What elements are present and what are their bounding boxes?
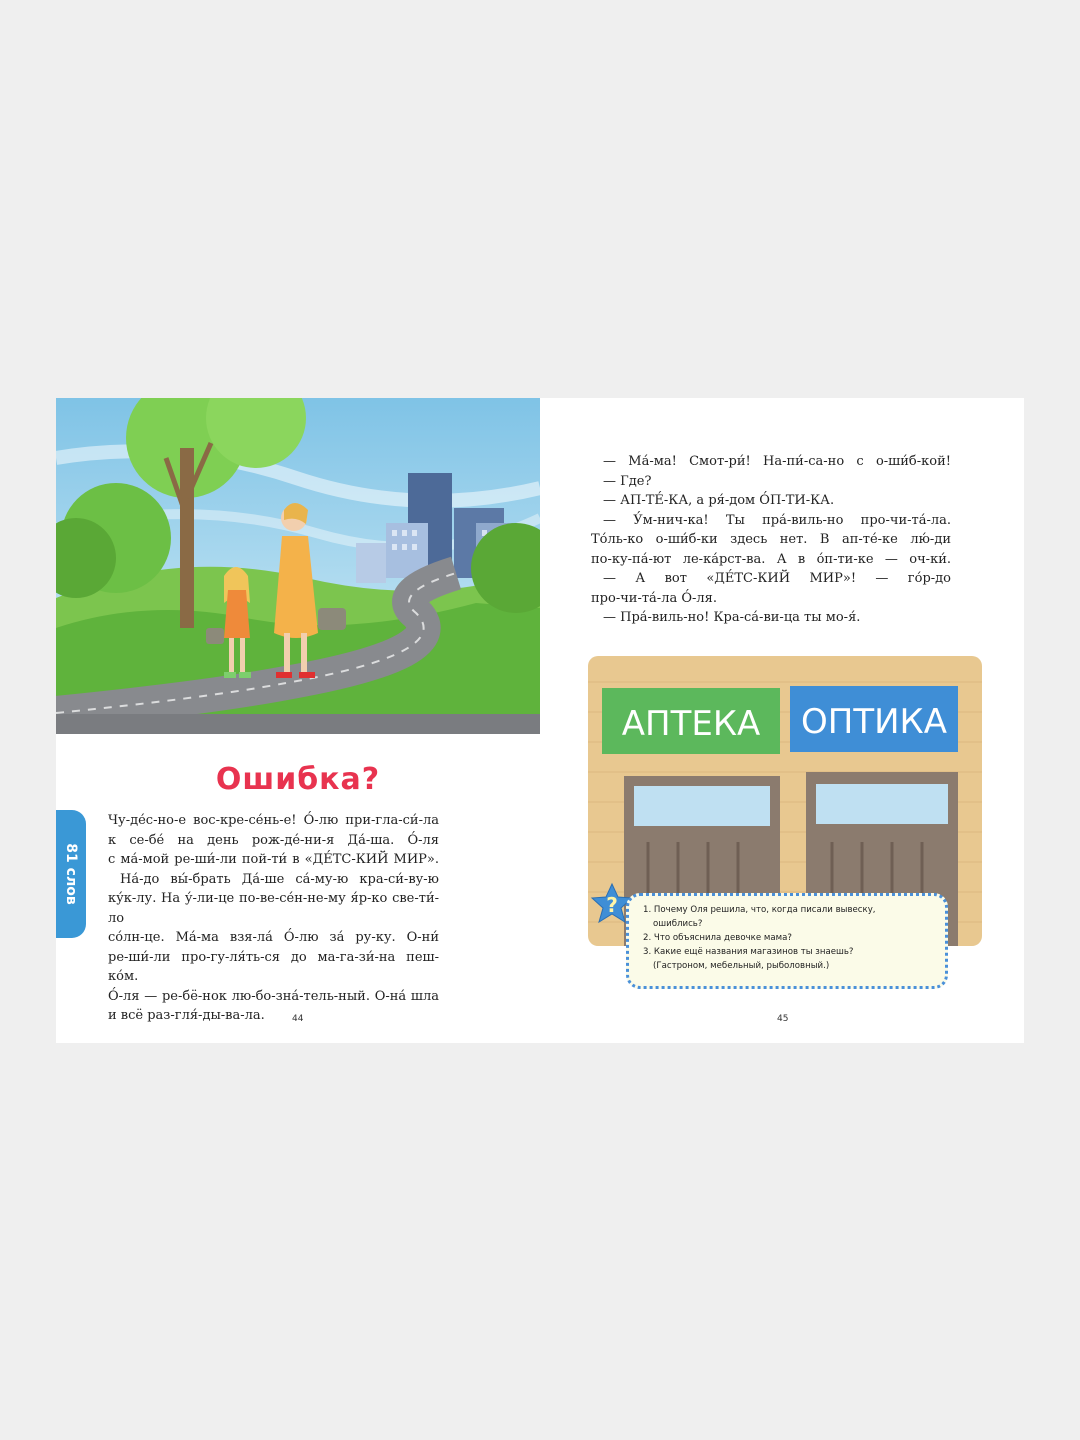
story-text (108, 811, 439, 1026)
story-line: с ма́-мой ре-ши́-ли пой-ти́ в «ДЕ́ТС-КИЙ МИР». (108, 852, 439, 867)
dialog-line: — А вот «ДЕ́ТС-КИЙ МИР»! — го́р-до (603, 571, 951, 586)
story-line: ку́к-лу. На у́-ли-це по-ве-се́н-не-му я́р-ко све-ти́-ло (108, 891, 439, 926)
question-line: 1. Почему Оля решила, что, когда писали вывеску, (643, 905, 876, 915)
question-line: 2. Что объяснила девочке мама? (643, 933, 792, 943)
sign-optika: ОПТИКА (801, 702, 947, 742)
story-line: и всё раз-гля́-ды-ва-ла. (108, 1008, 265, 1023)
dialog-line: — Пра́-виль-но! Кра-са́-ви-ца ты мо-я́. (603, 610, 861, 625)
park-illustration (56, 398, 540, 734)
page-number-left: 44 (292, 1014, 304, 1024)
sign-apteka: АПТЕКА (621, 704, 761, 744)
question-line: 3. Какие ещё названия магазинов ты знаешь? (643, 947, 854, 957)
dialog-line: — АП-ТЕ́-КА, а ря́-дом О́П-ТИ-КА. (603, 493, 835, 508)
story-line: На́-до вы́-брать Да́-ше са́-му-ю кра-си́-ву-ю (120, 871, 439, 887)
question-line: ошиблись? (653, 919, 703, 929)
dialog-line: про-чи-та́-ла О́-ля. (591, 590, 717, 606)
story-line: со́лн-це. Ма́-ма взя-ла́ О́-лю за́ ру-ку. О-ни́ (108, 930, 439, 945)
word-count-tab (56, 810, 86, 938)
dialog-text (591, 452, 951, 628)
dialog-line: — Ма́-ма! Смот-ри́! На-пи́-са-но с о-ши́б-кой! (603, 454, 951, 469)
dialog-line: — Где? (603, 473, 652, 489)
question-line: (Гастроном, мебельный, рыболовный.) (653, 961, 830, 971)
story-line: ре-ши́-ли про-гу-ля́ть-ся до ма-га-зи́-на пеш-ко́м. (108, 949, 439, 984)
dialog-line: То́ль-ко о-ши́б-ки здесь нет. В ап-те́-ке лю́-ди (591, 532, 951, 547)
questions-box (626, 893, 948, 989)
story-line: О́-ля — ре-бё-нок лю-бо-зна́-тель-ный. О-на́ шла (108, 988, 439, 1004)
story-line: к се-бе́ на день рож-де́-ни-я Да́-ша. О́-ля (108, 832, 439, 848)
book-spread (56, 398, 1024, 1043)
dialog-line: — У́м-нич-ка! Ты пра́-виль-но про-чи-та́-ла. (603, 512, 951, 528)
dialog-line: по-ку-па́-ют ле-ка́рст-ва. А в о́п-ти-ке — оч-ки́. (591, 551, 951, 567)
question-mark: ? (606, 893, 618, 917)
page-number-right: 45 (777, 1014, 789, 1024)
story-title: Ошибка? (215, 762, 381, 797)
story-line: Чу-де́с-но-е вос-кре-се́нь-е! О́-лю при-гла-си́-ла (108, 813, 439, 828)
word-count-label: 81 слов (63, 843, 79, 905)
